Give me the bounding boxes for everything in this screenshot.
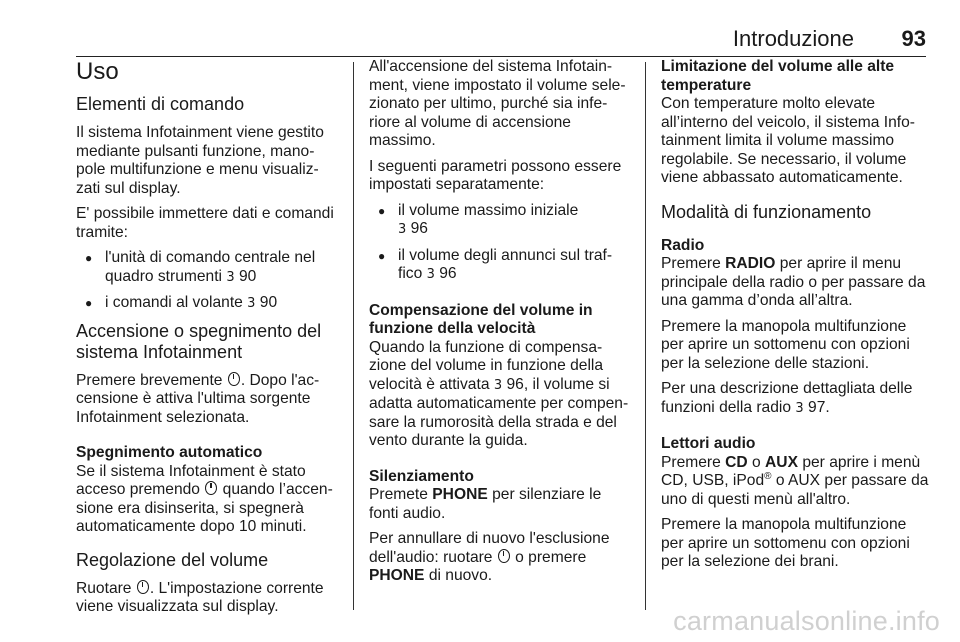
controls-list [76,249,341,314]
controls-heading: Elementi di comando [76,94,245,114]
list-item: ● i comandi al volante 3 90 [76,294,341,314]
auto-off-heading: Spegnimento automatico [76,444,263,461]
page-ref-icon: 3 [493,377,503,393]
aux-key-label: AUX [765,453,798,471]
page-ref[interactable]: 90 [259,294,278,311]
power-heading: Accensione o spegnimento del sistema Infotainment [76,320,322,362]
radio-paragraph: Premere RADIO per aprire il menu principale della radio o per passare da una gamma d’onda all’altra. [661,255,926,309]
page-ref-icon: 3 [398,222,407,237]
power-knob-icon [205,481,217,495]
audio-players-paragraph: Premere CD o AUX per aprire i menù CD, USB, iPod® o AUX per passare da uno di questi menù all'altro. [661,453,929,508]
page-number: 93 [901,26,926,51]
controls-paragraph: Il sistema Infotainment viene gestito mediante pulsanti funzione, mano-pole multifunzione e menu visualiz-zati sul display. [76,124,324,197]
power-paragraph: Premere brevemente . Dopo l'ac-censione è attiva l'ultima sorgente Infotainment selezionata. [76,371,320,426]
audio-players-heading: Lettori audio [661,435,756,452]
column-divider [353,62,354,610]
page-header [76,26,926,52]
page-ref[interactable]: 96 [506,375,524,393]
startup-volume-paragraph: All'accensione del sistema Infotain-ment, viene impostato il volume sele-zionato per ultimo, purché sia infe-riore al volume di accensione massimo. [369,58,626,149]
unmute-paragraph: Per annullare di nuovo l'esclusione dell'audio: ruotare o premere PHONE di nuovo. [369,530,610,584]
list-item: ● il volume degli annunci sul traf-fico 3 96 [369,247,634,285]
cd-key-label: CD [725,453,748,471]
auto-off-paragraph: Se il sistema Infotainment è stato acceso premendo quando l’accen-sione era disinserita, si spegnerà automaticamente dopo 10 minuti. [76,462,333,535]
radio-heading: Radio [661,236,705,254]
page-ref-icon: 3 [795,400,804,416]
volume-knob-icon [498,549,510,563]
parameters-list [369,202,634,285]
modes-heading: Modalità di funzionamento [661,201,872,222]
phone-key-label: PHONE [432,486,488,503]
registered-mark: ® [764,470,772,482]
column-divider [645,62,646,610]
temperature-limit-heading: Limitazione del volume alle alte temperature [661,58,895,94]
volume-heading: Regolazione del volume [76,549,269,570]
list-item: ● l'unità di comando centrale nel quadro strumenti 3 90 [76,249,341,287]
page-ref[interactable]: 96 [410,220,428,237]
radio-key-label: RADIO [725,255,776,272]
section-title: Introduzione [732,26,854,51]
page-ref[interactable]: 96 [439,265,457,282]
volume-paragraph: Ruotare . L'impostazione corrente viene visualizzata sul display. [76,579,324,615]
speed-compensation-heading: Compensazione del volume in funzione della velocità [369,301,593,337]
volume-knob-icon [137,580,149,594]
phone-key-label: PHONE [369,567,425,584]
audio-knob-paragraph: Premere la manopola multifunzione per aprire un sottomenu con opzioni per la selezione dei brani. [661,516,910,570]
watermark: carmanualsonline.info [673,606,940,636]
power-knob-icon [228,372,240,386]
controls-input-paragraph: E' possibile immettere dati e comandi tramite: [76,205,334,241]
mute-heading: Silenziamento [369,467,474,485]
page-ref-icon: 3 [426,267,435,282]
mute-paragraph: Premete PHONE per silenziare le fonti audio. [369,486,602,522]
column-3 [661,58,929,579]
column-1 [76,58,341,624]
column-2 [369,58,634,593]
page-ref[interactable]: 97 [808,398,826,416]
speed-compensation-paragraph: Quando la funzione di compensa-zione del volume in funzione della velocità è attivata 3 96, il volume si adatta automaticamente per compen-sare la rumorosità della strada e del vento durante la guida. [369,338,629,449]
parameters-paragraph: I seguenti parametri possono essere impostati separatamente: [369,157,622,193]
radio-reference-paragraph: Per una descrizione dettagliata delle funzioni della radio 3 97. [661,380,913,416]
page-ref[interactable]: 90 [238,267,257,285]
radio-knob-paragraph: Premere la manopola multifunzione per aprire un sottomenu con opzioni per la selezione delle stazioni. [661,317,910,372]
list-item: ● il volume massimo iniziale 3 96 [369,202,634,240]
temperature-limit-paragraph: Con temperature molto elevate all’interno del veicolo, il sistema Info-tainment limita il volume massimo regolabile. Se necessario, il volume viene abbassato automaticamente. [661,95,915,186]
header-rule [76,56,926,57]
chapter-heading: Uso [76,58,119,85]
page-ref-icon: 3 [247,296,256,311]
page-ref-icon: 3 [226,269,235,285]
